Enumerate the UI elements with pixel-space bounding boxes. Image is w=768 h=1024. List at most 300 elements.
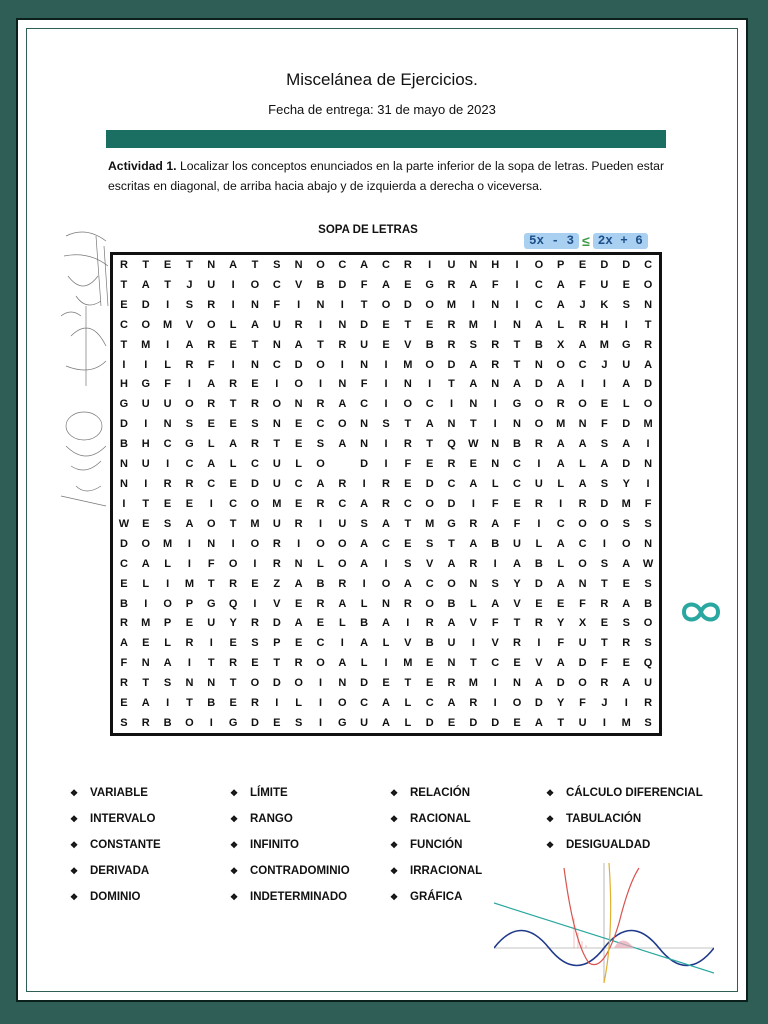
grid-cell: A (360, 497, 369, 510)
grid-cell: R (207, 298, 216, 311)
grid-cell: U (272, 458, 281, 471)
grid-cell: N (644, 458, 653, 471)
grid-cell: C (578, 358, 587, 371)
grid-cell: N (578, 577, 587, 590)
grid-cell: I (493, 697, 497, 710)
grid-cell: A (229, 258, 238, 271)
grid-cell: C (294, 478, 303, 491)
word-list-item (390, 806, 482, 832)
diamond-bullet-icon: ❖ (230, 839, 239, 850)
grid-cell: V (185, 318, 194, 331)
grid-cell: A (556, 458, 565, 471)
grid-cell: A (360, 637, 369, 650)
grid-cell: T (404, 517, 412, 530)
grid-cell: M (403, 657, 413, 670)
word-list-col4 (546, 780, 703, 858)
grid-cell: U (534, 478, 543, 491)
grid-cell: I (515, 278, 519, 291)
grid-cell: B (163, 717, 172, 730)
grid-cell: O (534, 398, 544, 411)
grid-cell: L (622, 398, 630, 411)
grid-cell: O (578, 398, 587, 411)
grid-cell: I (144, 597, 148, 610)
grid-cell: E (163, 497, 172, 510)
grid-cell: N (447, 657, 456, 670)
grid-cell: M (468, 318, 478, 331)
grid-cell: I (144, 418, 148, 431)
grid-cell: O (163, 597, 172, 610)
grid-cell: O (381, 577, 391, 590)
grid-cell: W (468, 438, 479, 451)
grid-cell: R (163, 478, 172, 491)
grid-cell: T (469, 418, 477, 431)
grid-cell: E (535, 597, 543, 610)
handwritten-math-scribble (56, 216, 116, 516)
grid-cell: O (185, 398, 194, 411)
grid-cell: N (141, 657, 150, 670)
grid-cell: N (469, 398, 478, 411)
grid-cell: A (382, 278, 390, 291)
grid-cell: B (513, 438, 521, 451)
grid-cell: I (340, 298, 344, 311)
grid-cell: E (251, 378, 259, 391)
grid-cell: D (556, 677, 565, 690)
grid-cell: X (578, 617, 587, 630)
grid-cell: N (338, 378, 347, 391)
grid-cell: Y (557, 617, 565, 630)
grid-cell: I (384, 657, 388, 670)
grid-cell: S (273, 258, 281, 271)
word-list-item (390, 858, 482, 884)
grid-cell: I (209, 637, 213, 650)
grid-cell: U (207, 617, 216, 630)
grid-cell: E (251, 657, 259, 670)
grid-cell: C (578, 537, 587, 550)
grid-cell: J (579, 298, 586, 311)
grid-cell: S (644, 577, 652, 590)
grid-cell: N (338, 318, 347, 331)
grid-cell: M (403, 358, 413, 371)
grid-cell: L (164, 637, 171, 650)
grid-cell: A (622, 557, 631, 570)
diamond-bullet-icon: ❖ (390, 891, 399, 902)
grid-cell: M (556, 418, 566, 431)
grid-cell: I (318, 517, 322, 530)
grid-cell: D (447, 358, 456, 371)
grid-cell: R (578, 318, 587, 331)
word-label: VARIABLE (90, 787, 148, 799)
word-label: RACIONAL (410, 813, 471, 825)
grid-cell: A (382, 617, 390, 630)
grid-cell: R (556, 398, 565, 411)
grid-cell: A (338, 657, 347, 670)
grid-cell: A (250, 318, 259, 331)
grid-cell: C (360, 697, 369, 710)
grid-cell: U (360, 717, 369, 730)
grid-cell: A (425, 418, 434, 431)
inequality-sign: ≤ (582, 233, 590, 249)
grid-cell: O (272, 398, 282, 411)
grid-cell: T (207, 657, 215, 670)
grid-cell: A (534, 318, 543, 331)
grid-cell: I (275, 697, 279, 710)
grid-cell: B (119, 438, 128, 451)
grid-cell: R (272, 537, 281, 550)
grid-cell: R (229, 378, 238, 391)
word-label: GRÁFICA (410, 891, 463, 903)
grid-cell: E (622, 657, 630, 670)
grid-cell: O (643, 617, 653, 630)
grid-cell: R (644, 338, 653, 351)
grid-cell: R (250, 617, 259, 630)
grid-cell: D (600, 258, 609, 271)
grid-cell: A (360, 557, 369, 570)
grid-cell: O (250, 537, 260, 550)
grid-cell: A (229, 438, 238, 451)
word-list-item (390, 832, 482, 858)
word-label: CONTRADOMINIO (250, 865, 350, 877)
grid-cell: I (471, 497, 475, 510)
word-list-item (70, 858, 161, 884)
word-list-item (230, 806, 350, 832)
grid-cell: C (250, 458, 259, 471)
grid-cell: A (469, 378, 478, 391)
grid-cell: E (229, 338, 237, 351)
grid-cell: I (318, 697, 322, 710)
grid-cell: O (425, 298, 434, 311)
grid-cell: R (447, 458, 456, 471)
grid-cell: S (404, 557, 412, 570)
grid-cell: O (250, 278, 260, 291)
grid-cell: F (491, 278, 499, 291)
grid-cell: T (448, 378, 455, 391)
grid-cell: I (493, 557, 497, 570)
grid-cell: Y (229, 617, 237, 630)
word-label: RANGO (250, 813, 293, 825)
grid-cell: O (381, 298, 391, 311)
grid-cell: T (120, 338, 128, 351)
grid-cell: I (384, 557, 388, 570)
grid-cell: A (163, 657, 172, 670)
grid-cell: V (491, 637, 499, 650)
word-label: DERIVADA (90, 865, 150, 877)
grid-cell: N (403, 378, 412, 391)
grid-cell: R (403, 597, 412, 610)
grid-cell: S (622, 517, 630, 530)
grid-cell: M (599, 338, 609, 351)
grid-cell: A (469, 358, 478, 371)
grid-cell: B (425, 637, 434, 650)
grid-cell: M (468, 677, 478, 690)
grid-cell: T (448, 537, 455, 550)
grid-cell: N (207, 537, 216, 550)
grid-cell (331, 454, 353, 474)
grid-cell: E (426, 458, 434, 471)
grid-cell: S (120, 717, 128, 730)
grid-cell: R (294, 318, 303, 331)
grid-cell: M (621, 497, 631, 510)
grid-cell: S (644, 637, 652, 650)
diamond-bullet-icon: ❖ (390, 839, 399, 850)
grid-cell: I (384, 378, 388, 391)
grid-cell: R (622, 637, 631, 650)
grid-cell: S (491, 577, 499, 590)
grid-cell: R (338, 338, 347, 351)
grid-cell: R (119, 258, 128, 271)
diamond-bullet-icon: ❖ (70, 787, 79, 798)
grid-cell: N (250, 358, 259, 371)
grid-cell: L (557, 478, 565, 491)
grid-cell: D (622, 418, 631, 431)
grid-cell: O (338, 418, 347, 431)
grid-cell: B (360, 617, 369, 630)
grid-cell: B (425, 338, 434, 351)
grid-cell: D (425, 478, 434, 491)
grid-cell: R (250, 398, 259, 411)
grid-cell: S (426, 537, 434, 550)
grid-cell: C (119, 557, 128, 570)
word-list-item (546, 806, 703, 832)
grid-cell: R (447, 338, 456, 351)
grid-cell: R (250, 697, 259, 710)
grid-cell: E (469, 458, 478, 471)
grid-cell: U (207, 278, 216, 291)
grid-cell: A (338, 597, 347, 610)
diamond-bullet-icon: ❖ (230, 891, 239, 902)
word-list-item (230, 832, 350, 858)
word-list-item (546, 832, 703, 858)
grid-cell: I (318, 677, 322, 690)
grid-cell: E (600, 398, 609, 411)
grid-cell: B (534, 557, 543, 570)
grid-cell: O (621, 537, 631, 550)
grid-cell: I (537, 458, 541, 471)
grid-cell: R (185, 358, 194, 371)
grid-cell: A (644, 358, 653, 371)
grid-cell: J (186, 278, 193, 291)
grid-cell: L (229, 318, 237, 331)
grid-cell: R (578, 497, 587, 510)
grid-cell: U (272, 517, 281, 530)
grid-cell: A (622, 438, 631, 451)
grid-cell: I (231, 358, 235, 371)
grid-cell: L (207, 438, 215, 451)
grid-cell: P (185, 597, 194, 610)
grid-cell: N (360, 418, 369, 431)
grid-cell: I (602, 537, 606, 550)
grid-cell: E (404, 478, 412, 491)
grid-cell: C (229, 497, 238, 510)
word-list-item (390, 884, 482, 910)
grid-cell: D (119, 418, 128, 431)
grid-cell: D (578, 657, 587, 670)
grid-cell: A (578, 478, 587, 491)
grid-cell: I (187, 537, 191, 550)
grid-cell: U (272, 478, 281, 491)
grid-cell: A (556, 537, 565, 550)
grid-cell: N (294, 557, 303, 570)
grid-cell: S (622, 298, 630, 311)
grid-cell: U (600, 278, 609, 291)
grid-cell: G (447, 517, 456, 530)
grid-cell: V (535, 657, 543, 670)
grid-cell: W (642, 557, 654, 570)
grid-cell: F (207, 358, 215, 371)
grid-cell: E (229, 418, 237, 431)
grid-cell: I (624, 697, 628, 710)
grid-cell: Y (622, 478, 630, 491)
grid-cell: M (250, 517, 260, 530)
grid-cell: I (166, 298, 170, 311)
grid-cell: I (340, 358, 344, 371)
grid-cell: S (600, 478, 609, 491)
grid-cell: M (163, 537, 173, 550)
grid-cell: D (360, 458, 369, 471)
grid-cell: I (646, 478, 650, 491)
grid-cell: S (251, 418, 259, 431)
grid-cell: O (141, 318, 151, 331)
grid-cell: F (513, 517, 521, 530)
inequality-badge (524, 233, 648, 249)
grid-cell: E (294, 497, 303, 510)
grid-cell: L (404, 717, 412, 730)
diamond-bullet-icon: ❖ (70, 891, 79, 902)
word-label: LÍMITE (250, 787, 288, 799)
grid-cell: A (556, 438, 565, 451)
grid-cell: U (622, 358, 631, 371)
word-search-title: SOPA DE LETRAS (318, 224, 418, 236)
inequality-right: 2x + 6 (593, 233, 648, 249)
grid-cell: R (250, 438, 259, 451)
grid-cell: C (185, 458, 194, 471)
grid-cell: G (228, 717, 238, 730)
grid-cell: I (406, 617, 410, 630)
grid-cell: F (404, 458, 412, 471)
grid-cell: I (362, 577, 366, 590)
header-band (106, 130, 666, 148)
grid-cell: E (142, 517, 150, 530)
grid-cell: A (622, 378, 631, 391)
grid-cell: E (185, 617, 194, 630)
grid-cell: O (600, 517, 609, 530)
grid-cell: R (469, 517, 478, 530)
grid-cell: R (403, 258, 412, 271)
grid-cell: G (185, 438, 194, 451)
grid-cell: U (447, 637, 456, 650)
grid-cell: R (141, 717, 150, 730)
grid-cell: T (426, 438, 434, 451)
grid-cell: P (273, 637, 281, 650)
grid-cell: A (534, 717, 543, 730)
diamond-bullet-icon: ❖ (546, 813, 555, 824)
grid-cell: O (425, 358, 434, 371)
grid-cell: N (491, 378, 500, 391)
grid-cell: I (384, 438, 388, 451)
grid-cell: I (624, 318, 628, 331)
grid-cell: O (338, 537, 347, 550)
activity-text: Localizar los conceptos enunciados en la parte inferior de la sopa de letras. Pueden estar escritas en diagonal, de arriba hacia abajo y de izquierda a derecha o viceversa. (108, 159, 665, 193)
grid-cell: D (447, 497, 456, 510)
grid-cell: U (578, 637, 587, 650)
word-list-item (230, 780, 350, 806)
grid-cell: C (360, 398, 369, 411)
grid-cell: D (534, 378, 543, 391)
grid-cell: E (382, 677, 390, 690)
activity-instructions (108, 156, 664, 196)
grid-cell: F (579, 697, 586, 710)
grid-cell: G (338, 717, 347, 730)
grid-cell: M (621, 717, 631, 730)
grid-cell: O (250, 677, 260, 690)
diamond-bullet-icon: ❖ (230, 865, 239, 876)
grid-cell: S (469, 338, 478, 351)
grid-cell: E (578, 258, 587, 271)
grid-cell: T (251, 338, 259, 351)
grid-cell: T (601, 577, 608, 590)
grid-cell: U (272, 318, 281, 331)
grid-cell: A (513, 557, 521, 570)
grid-cell: E (120, 577, 128, 590)
grid-cell: K (600, 298, 609, 311)
grid-cell: F (601, 418, 608, 431)
diamond-bullet-icon: ❖ (70, 839, 79, 850)
grid-cell: T (601, 637, 608, 650)
grid-cell: I (515, 258, 519, 271)
grid-cell: W (118, 517, 130, 530)
word-label: CÁLCULO DIFERENCIAL (566, 787, 703, 799)
grid-cell: A (491, 517, 500, 530)
grid-cell: E (404, 278, 412, 291)
grid-cell: D (600, 497, 609, 510)
grid-cell: D (250, 717, 259, 730)
grid-cell: O (578, 557, 587, 570)
grid-cell: F (164, 378, 171, 391)
grid-cell: T (557, 717, 565, 730)
grid-cell: M (643, 418, 653, 431)
grid-cell: R (338, 478, 347, 491)
grid-cell: I (166, 577, 170, 590)
grid-cell: I (537, 637, 541, 650)
grid-cell: O (556, 358, 565, 371)
grid-cell: C (119, 318, 128, 331)
grid-cell: D (425, 717, 434, 730)
grid-cell: R (491, 338, 500, 351)
grid-cell: B (207, 697, 216, 710)
grid-cell: C (425, 398, 434, 411)
grid-cell: D (141, 298, 150, 311)
word-label: DOMINIO (90, 891, 141, 903)
grid-cell: I (559, 497, 563, 510)
grid-cell: E (294, 418, 303, 431)
grid-cell: A (556, 278, 565, 291)
grid-cell: C (447, 478, 456, 491)
grid-cell: C (272, 278, 281, 291)
grid-cell: T (142, 677, 150, 690)
grid-cell: V (426, 557, 434, 570)
grid-cell: L (295, 458, 302, 471)
grid-cell: R (229, 577, 238, 590)
grid-cell: D (360, 677, 369, 690)
grid-cell: J (601, 697, 608, 710)
diamond-bullet-icon: ❖ (230, 787, 239, 798)
grid-cell: F (120, 657, 128, 670)
grid-cell: I (428, 378, 432, 391)
grid-cell: E (120, 298, 128, 311)
due-date: Fecha de entrega: 31 de mayo de 2023 (268, 102, 496, 117)
grid-cell: E (294, 637, 303, 650)
grid-cell: I (231, 537, 235, 550)
grid-cell: F (360, 378, 368, 391)
